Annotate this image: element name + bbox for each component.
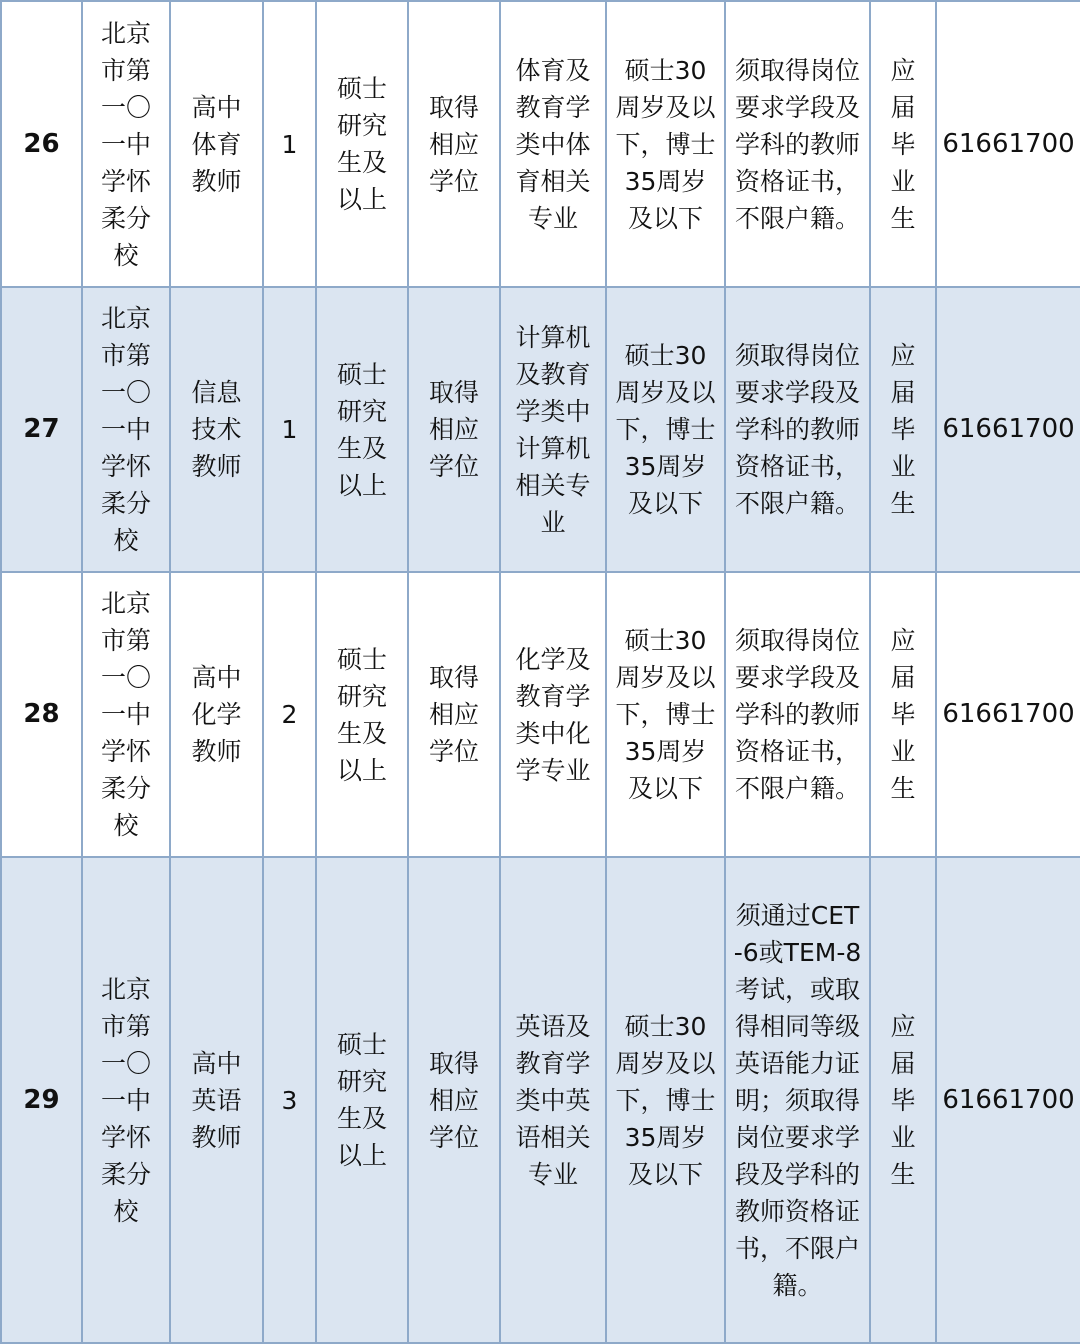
table-row [1,1,1080,287]
position-cell: 高中英语教师 [170,857,263,1343]
phone-cell: 61661700 [936,287,1080,572]
row-number: 26 [1,1,82,287]
count-cell: 2 [263,572,316,857]
degree-cell: 取得相应学位 [408,287,500,572]
school-cell: 北京市第一〇一中学怀柔分校 [82,1,170,287]
major-cell: 体育及教育学类中体育相关专业 [500,1,606,287]
table-row [1,857,1080,1343]
education-cell: 硕士研究生及以上 [316,857,408,1343]
count-cell: 1 [263,1,316,287]
age-cell: 硕士30周岁及以下，博士35周岁及以下 [606,857,725,1343]
school-cell: 北京市第一〇一中学怀柔分校 [82,572,170,857]
other-requirements-cell: 须取得岗位要求学段及学科的教师资格证书，不限户籍。 [725,1,870,287]
education-cell: 硕士研究生及以上 [316,287,408,572]
table-row [1,572,1080,857]
age-cell: 硕士30周岁及以下，博士35周岁及以下 [606,1,725,287]
school-cell: 北京市第一〇一中学怀柔分校 [82,857,170,1343]
phone-cell: 61661700 [936,1,1080,287]
phone-cell: 61661700 [936,572,1080,857]
degree-cell: 取得相应学位 [408,857,500,1343]
source-cell: 应届毕业生 [870,572,936,857]
row-number: 27 [1,287,82,572]
count-cell: 1 [263,287,316,572]
count-cell: 3 [263,857,316,1343]
school-cell: 北京市第一〇一中学怀柔分校 [82,287,170,572]
position-cell: 高中化学教师 [170,572,263,857]
row-number: 28 [1,572,82,857]
age-cell: 硕士30周岁及以下，博士35周岁及以下 [606,287,725,572]
table-row [1,287,1080,572]
position-cell: 信息技术教师 [170,287,263,572]
position-cell: 高中体育教师 [170,1,263,287]
source-cell: 应届毕业生 [870,857,936,1343]
row-number: 29 [1,857,82,1343]
phone-cell: 61661700 [936,857,1080,1343]
degree-cell: 取得相应学位 [408,572,500,857]
source-cell: 应届毕业生 [870,287,936,572]
education-cell: 硕士研究生及以上 [316,572,408,857]
major-cell: 英语及教育学类中英语相关专业 [500,857,606,1343]
other-requirements-cell: 须通过CET-6或TEM-8考试，或取得相同等级英语能力证明；须取得岗位要求学段及学科的教师资格证书，不限户籍。 [725,857,870,1343]
other-requirements-cell: 须取得岗位要求学段及学科的教师资格证书，不限户籍。 [725,287,870,572]
age-cell: 硕士30周岁及以下，博士35周岁及以下 [606,572,725,857]
major-cell: 化学及教育学类中化学专业 [500,572,606,857]
degree-cell: 取得相应学位 [408,1,500,287]
education-cell: 硕士研究生及以上 [316,1,408,287]
other-requirements-cell: 须取得岗位要求学段及学科的教师资格证书，不限户籍。 [725,572,870,857]
source-cell: 应届毕业生 [870,1,936,287]
major-cell: 计算机及教育学类中计算机相关专业 [500,287,606,572]
